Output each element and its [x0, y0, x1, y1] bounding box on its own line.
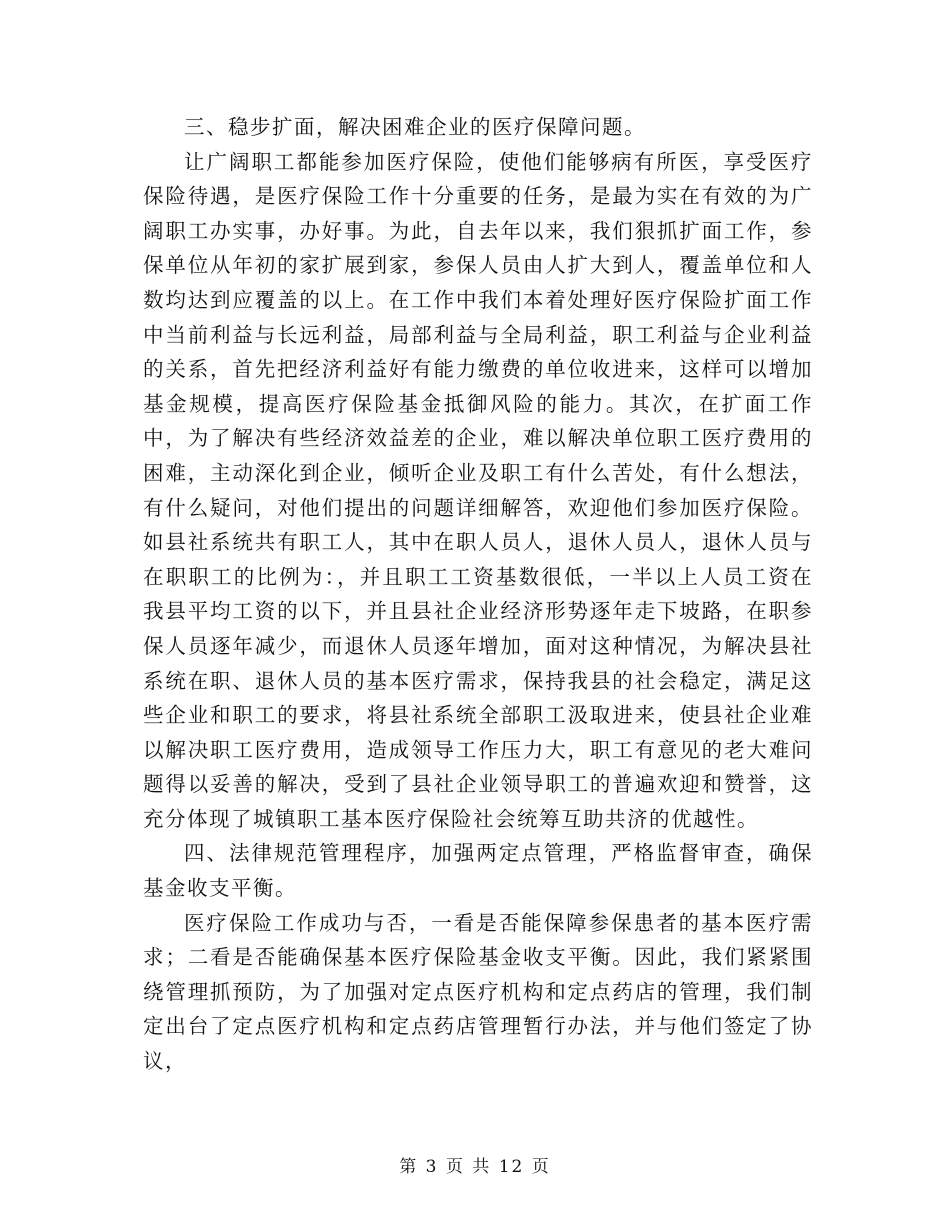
document-body [143, 110, 813, 1079]
body-paragraph-expansion: 让广阔职工都能参加医疗保险，使他们能够病有所医，享受医疗保险待遇，是医疗保险工作十分重要的任务，是最为实在有效的为广阔职工办实事，办好事。为此，自去年以来，我们狠抓扩面工作，参保单位从年初的家扩展到家，参保人员由人扩大到人，覆盖单位和人数均达到应覆盖的以上。在工作中我们本着处理好医疗保险扩面工作中当前利益与长远利益，局部利益与全局利益，职工利益与企业利益的关系，首先把经济利益好有能力缴费的单位收进来，这样可以增加基金规模，提高医疗保险基金抵御风险的能力。其次，在扩面工作中，为了解决有些经济效益差的企业，难以解决单位职工医疗费用的困难，主动深化到企业，倾听企业及职工有什么苦处，有什么想法，有什么疑问，对他们提出的问题详细解答，欢迎他们参加医疗保险。如县社系统共有职工人，其中在职人员人，退休人员人，退休人员与在职职工的比例为：，并且职工工资基数很低，一半以上人员工资在我县平均工资的以下，并且县社企业经济形势逐年走下坡路，在职参保人员逐年减少，而退休人员逐年增加，面对这种情况，为解决县社系统在职、退休人员的基本医疗需求，保持我县的社会稳定，满足这些企业和职工的要求，将县社系统全部职工汲取进来，使县社企业难以解决职工医疗费用，造成领导工作压力大，职工有意见的老大难问题得以妥善的解决，受到了县社企业领导职工的普遍欢迎和赞誉，这充分体现了城镇职工基本医疗保险社会统筹互助共济的优越性。 [143, 149, 813, 831]
section-heading-3: 三、稳步扩面，解决困难企业的医疗保障问题。 [184, 115, 646, 139]
body-paragraph-management: 医疗保险工作成功与否，一看是否能保障参保患者的基本医疗需求；二看是否能确保基本医疗保险基金收支平衡。因此，我们紧紧围绕管理抓预防，为了加强对定点医疗机构和定点药店的管理，我们制定出台了定点医疗机构和定点药店管理暂行办法，并与他们签定了协议， [143, 910, 813, 1074]
section-heading-4: 四、法律规范管理程序，加强两定点管理，严格监督审查，确保基金收支平衡。 [143, 841, 813, 901]
page-number-footer: 第 3 页 共 12 页 [399, 1157, 551, 1177]
